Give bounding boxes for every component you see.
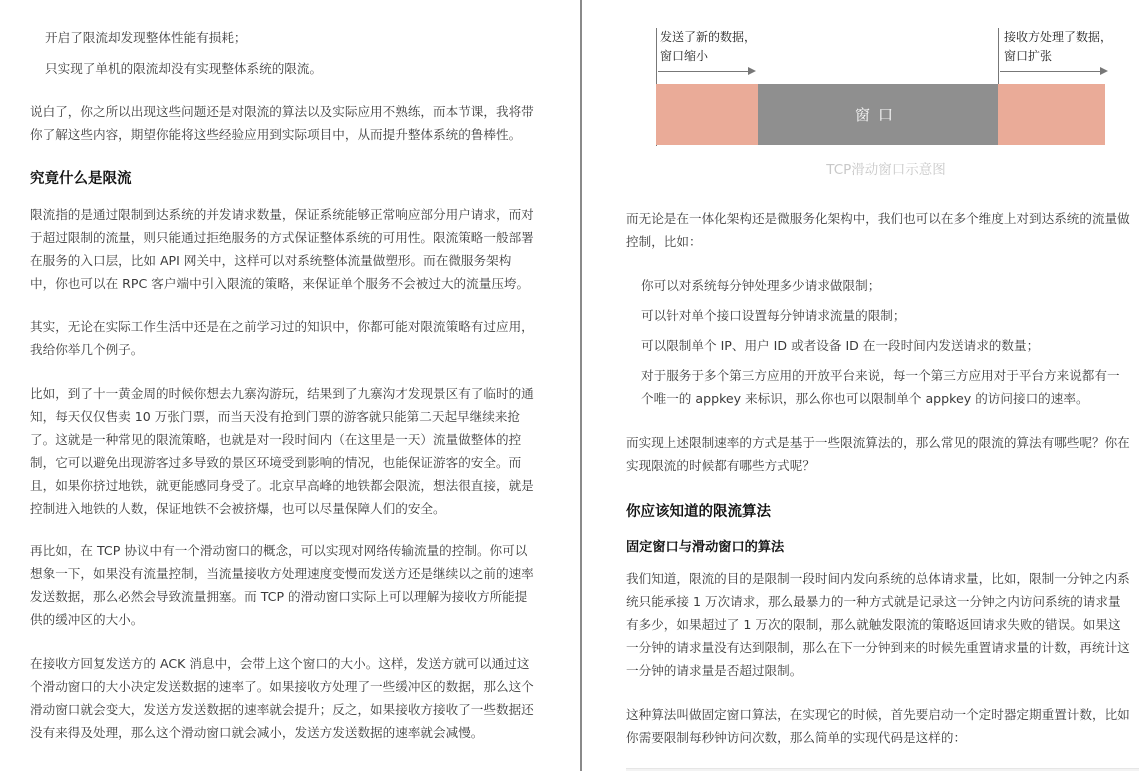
label-line: 窗口扩张 — [1004, 49, 1053, 63]
text-line: 发送数据，那么必然会导致流量拥塞。而 TCP 的滑动窗口实际上可以理解为接收方所能提 — [30, 589, 528, 604]
text-line: 这种算法叫做固定窗口算法，在实现它的时候，首先要启动一个定时器定期重置计数，比如 — [626, 707, 1130, 722]
text-line: 了。这就是一种常见的限流策略，也就是对一段时间内（在这里是一天）流量做整体的控 — [30, 432, 522, 447]
tcp-sliding-window-diagram — [656, 24, 1116, 184]
list-item-text: 对于服务于多个第三方应用的开放平台来说，每一个第三方应用对于平台方来说都有一 — [641, 368, 1120, 383]
text-line: 中，你也可以在 RPC 客户端中引入限流的策略，来保证单个服务不会被过大的流量压垮。 — [30, 276, 530, 291]
text-line: 控制进入地铁的人数，保证地铁不会被挤爆，也可以尽量保障人们的安全。 — [30, 501, 446, 516]
text-line: 你需要限制每秒钟访问次数，那么简单的实现代码是这样的： — [626, 730, 967, 745]
list-item-text: 个唯一的 appkey 来标识，那么你也可以限制单个 appkey 的访问接口的速率。 — [641, 391, 1089, 406]
paragraph — [30, 652, 534, 744]
right-page — [582, 0, 1139, 771]
text-line: 一分钟的请求量没有达到限制，那么在下一分钟到来的时候先重置请求量的计数，再统计这 — [626, 640, 1130, 655]
arrow-right-icon — [1000, 71, 1100, 72]
list-item — [641, 334, 1039, 357]
text-line: 控制，比如： — [626, 234, 702, 249]
paragraph — [626, 431, 1130, 477]
paragraph — [30, 315, 534, 361]
list-item — [45, 26, 247, 49]
available-segment — [998, 84, 1105, 145]
paragraph — [626, 207, 1130, 253]
label-line: 发送了新的数据， — [660, 30, 757, 44]
paragraph — [30, 539, 534, 631]
list-item — [641, 274, 880, 297]
text-line: 制，它可以避免出现游客过多导致的景区环境受到影响的情况，也能保证游客的安全。而 — [30, 455, 522, 470]
list-item-text: 可以针对单个接口设置每分钟请求流量的限制； — [641, 308, 906, 323]
text-line: 其实，无论在实际工作生活中还是在之前学习过的知识中，你都可能对限流策略有过应用， — [30, 319, 534, 334]
text-line: 再比如，在 TCP 协议中有一个滑动窗口的概念，可以实现对网络传输流量的控制。你可以 — [30, 543, 528, 558]
window-segment — [758, 84, 998, 145]
text-line: 说白了，你之所以出现这些问题还是对限流的算法以及实际应用不熟练，而本节课，我将带 — [30, 104, 534, 119]
diagram-right-label — [1004, 28, 1112, 66]
right-boundary-line — [998, 28, 999, 84]
list-item — [641, 304, 905, 327]
text-line: 于超过限制的流量，则只能通过拒绝服务的方式保证整体系统的可用性。限流策略一般部署 — [30, 230, 534, 245]
paragraph — [626, 567, 1130, 682]
text-line: 供的缓冲区的大小。 — [30, 612, 144, 627]
paragraph — [30, 382, 534, 520]
arrow-right-icon — [658, 71, 748, 72]
section-heading: 究竟什么是限流 — [30, 171, 132, 187]
list-item-text: 只实现了单机的限流却没有实现整体系统的限流。 — [45, 61, 323, 76]
text-line: 限流指的是通过限制到达系统的并发请求数量，保证系统能够正常响应部分用户请求，而对 — [30, 207, 534, 222]
text-line: 知，每天仅仅售卖 10 万张门票，而当天没有抢到门票的游客就只能第二天起早继续来抢 — [30, 409, 521, 424]
text-line: 我给你举几个例子。 — [30, 342, 144, 357]
diagram-left-label — [660, 28, 756, 66]
list-item — [641, 364, 1120, 410]
intro-paragraph — [30, 100, 534, 146]
text-line: 在服务的入口层，比如 API 网关中，这样可以对系统整体流量做塑形。而在微服务架构 — [30, 253, 512, 268]
text-line: 没有来得及处理，那么这个滑动窗口就会减小，发送方发送数据的速率就会减慢。 — [30, 725, 484, 740]
text-line: 想象一下，如果没有流量控制，当流量接收方处理速度变慢而发送方还是继续以之前的速率 — [30, 566, 534, 581]
text-line: 一分钟的请求量是否超过限制。 — [626, 663, 803, 678]
subsection-heading: 固定窗口与滑动窗口的算法 — [626, 540, 785, 555]
text-line: 有多少，如果超过了 1 万次的限制，那么就触发限流的策略返回请求失败的错误。如果这 — [626, 617, 1121, 632]
label-line: 窗口缩小 — [660, 49, 709, 63]
window-label: 窗口 — [854, 106, 901, 124]
text-line: 实现限流的时候都有哪些方式呢？ — [626, 458, 815, 473]
text-line: 你了解这些内容，期望你能将这些经验应用到实际项目中，从而提升整体系统的鲁棒性。 — [30, 127, 522, 142]
consumed-segment — [656, 84, 758, 145]
text-line: 在接收方回复发送方的 ACK 消息中，会带上这个窗口的大小。这样，发送方就可以通过这 — [30, 656, 530, 671]
list-item-text: 你可以对系统每分钟处理多少请求做限制； — [641, 278, 881, 293]
list-item-text: 开启了限流却发现整体性能有损耗； — [45, 30, 247, 45]
paragraph — [626, 703, 1130, 749]
diagram-caption: TCP滑动窗口示意图 — [826, 162, 946, 178]
text-line: 比如，到了十一黄金周的时候你想去九寨沟游玩，结果到了九寨沟才发现景区有了临时的通 — [30, 386, 534, 401]
text-line: 而无论是在一体化架构还是微服务化架构中，我们也可以在多个维度上对到达系统的流量做 — [626, 211, 1130, 226]
list-item — [45, 57, 322, 80]
label-line: 接收方处理了数据， — [1004, 30, 1113, 44]
text-line: 个滑动窗口的大小决定发送数据的速率了。如果接收方处理了一些缓冲区的数据，那么这个 — [30, 679, 534, 694]
text-line: 而实现上述限制速率的方式是基于一些限流算法的，那么常见的限流的算法有哪些呢？你在 — [626, 435, 1130, 450]
text-line: 且，如果你挤过地铁，就更能感同身受了。北京早高峰的地铁都会限流，想法很直接，就是 — [30, 478, 534, 493]
text-line: 统只能承接 1 万次请求，那么最暴力的一种方式就是记录这一分钟之内访问系统的请求量 — [626, 594, 1121, 609]
list-item-text: 可以限制单个 IP、用户 ID 或者设备 ID 在一段时间内发送请求的数量； — [641, 338, 1040, 353]
paragraph — [30, 203, 534, 295]
text-line: 滑动窗口就会变大，发送方发送数据的速率就会提升；反之，如果接收方接收了一些数据还 — [30, 702, 534, 717]
text-line: 我们知道，限流的目的是限制一段时间内发向系统的总体请求量，比如，限制一分钟之内系 — [626, 571, 1130, 586]
section-heading: 你应该知道的限流算法 — [626, 504, 771, 520]
